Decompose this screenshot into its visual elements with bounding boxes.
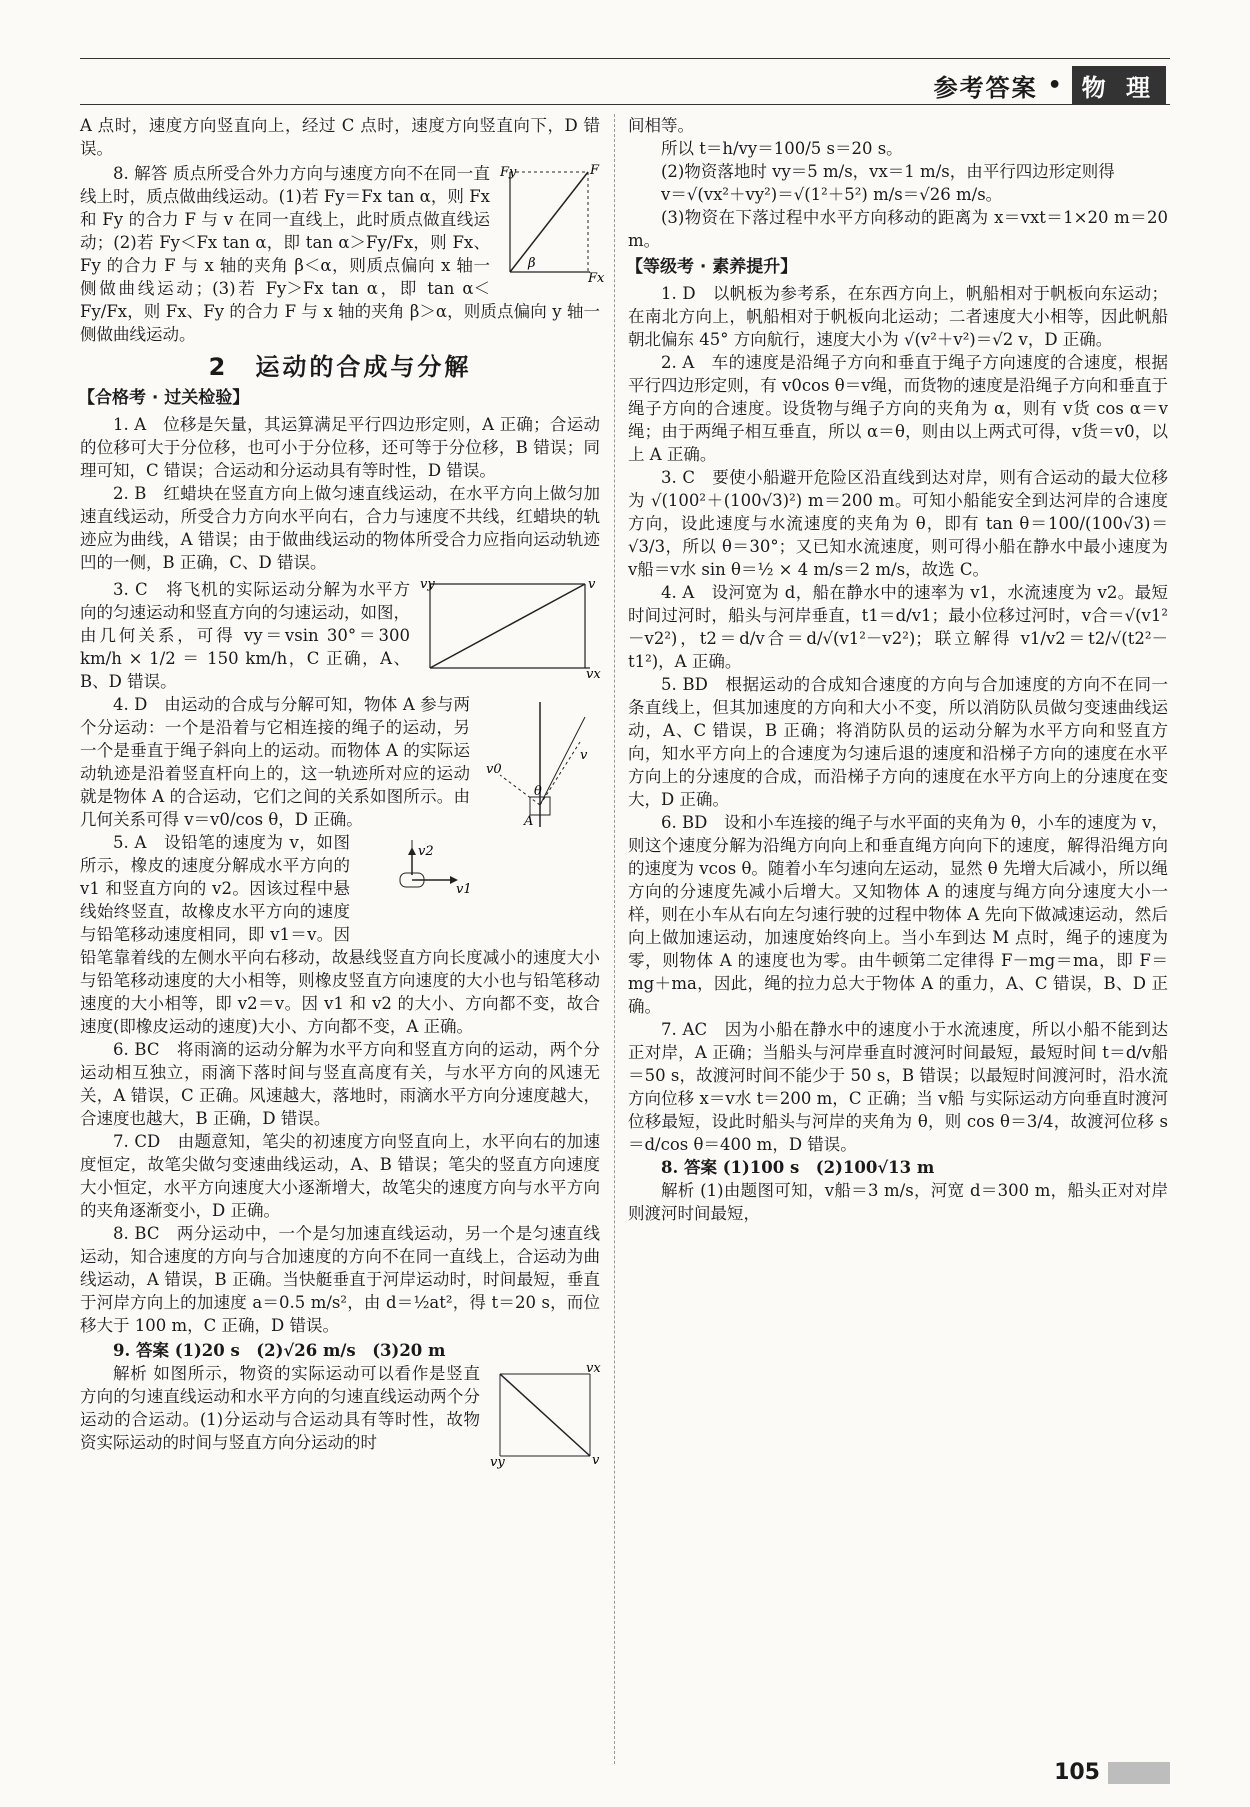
paragraph: v＝√(vx²＋vy²)＝√(1²＋5²) m/s＝√26 m/s。	[661, 185, 1003, 204]
force-decomposition-diagram	[500, 163, 605, 286]
paragraph: 1. A 位移是矢量，其运算满足平行四边形定则，A 正确；合运动的位移可大于分位移，也可小于分位移，还可等于分位移，B 错误；同理可知，C 错误；合运动和分运动具有等时性，D 错误。	[80, 415, 600, 480]
paragraph: (3)物资在下落过程中水平方向移动的距离为 x＝vxt＝1×20 m＝20 m。	[628, 208, 1168, 250]
pencil-eraser-diagram	[360, 835, 470, 935]
svg-text:A: A	[524, 814, 534, 829]
paragraph: 4. A 设河宽为 d，船在静水中的速率为 v1，水流速度为 v2。最短时间过河时，船头与河岸垂直，t1＝d/v1；最小位移过河时，v合＝√(v1²－v2²)，t2＝d/v合＝d/√(v1²－v2²)；联立解得 v1/v2＝t2/√(t2²－t1²)，A 正确。	[628, 583, 1168, 671]
svg-text:F: F	[590, 163, 600, 178]
svg-text:Fy: Fy	[500, 165, 517, 180]
header-title: 参考答案	[933, 74, 1038, 102]
svg-text:v1: v1	[456, 882, 472, 897]
svg-text:v: v	[588, 577, 596, 592]
header-rule-top	[80, 58, 1170, 59]
left-column	[78, 114, 605, 1470]
right-column	[628, 114, 1168, 1225]
svg-text:vx: vx	[586, 667, 601, 682]
svg-text:v0: v0	[486, 762, 502, 777]
header-rule-bottom	[80, 104, 1170, 105]
plane-velocity-diagram	[420, 577, 601, 682]
section-heading: 【等级考 · 素养提升】	[626, 257, 798, 277]
rope-block-diagram	[480, 697, 600, 837]
section-heading: 【合格考 · 过关检验】	[78, 388, 250, 408]
paragraph: 3. C 将飞机的实际运动分解为水平方向的匀速运动和竖直方向的匀速运动，如图，由几何关系，可得 vy＝vsin 30°＝300 km/h × 1/2 ＝ 150 km/h，C 正确，A、B、D 错误。	[80, 580, 410, 691]
page-header	[934, 66, 1166, 105]
paragraph: 4. D 由运动的合成与分解可知，物体 A 参与两个分运动：一个是沿着与它相连接的绳子的运动，另一个是垂直于绳子斜向上的运动。而物体 A 的实际运动轨迹是沿着竖直杆向上的，这一轨迹所对应的运动就是物体 A 的合运动，它们之间的关系如图所示。由几何关系可得 v＝v0/cos θ，D 正确。	[80, 695, 470, 829]
paragraph: 8. 解答 质点所受合外力方向与速度方向不在同一直线上时，质点做曲线运动。(1)若 Fy＝Fx tan α，则 Fx 和 Fy 的合力 F 与 v 在同一直线上，此时质点做直线运动；(2)若 Fy＜Fx tan α，即 tan α＞Fy/Fx，则 Fx、Fy 的合力 F 与 x 轴的夹角 β＜α，则质点偏向 x 轴一侧做曲线运动；(3)若 Fy＞Fx tan α，即 tan α＜Fy/Fx，则 Fx、Fy 的合力 F 与 x 轴的夹角 β＞α，则质点偏向 y 轴一侧做曲线运动。	[80, 164, 600, 344]
answer-line: 8. 答案 (1)100 s (2)100√13 m	[661, 1158, 935, 1177]
paragraph: 7. AC 因为小船在静水中的速度小于水流速度，所以小船不能到达正对岸，A 正确；当船头与河岸垂直时渡河时间最短，最短时间 t＝d/v船＝50 s，故渡河时间不能少于 50 s，B 错误；以最短时间渡河时，沿水流方向位移 x＝v水 t＝200 m，C 正确；当 v船 与实际运动方向垂直时渡河位移最短，设此时船头与河岸的夹角为 θ，则 cos θ＝3/4，故渡河位移 s＝d/cos θ＝400 m，D 错误。	[628, 1020, 1168, 1154]
paragraph: 5. A 设铅笔的速度为 v，如图所示，橡皮的速度分解成水平方向的 v1 和竖直方向的 v2。因该过程中悬线始终竖直，故橡皮水平方向的速度与铅笔移动速度相同，即 v1＝v。因铅笔靠着线的左侧水平向右移动，故悬线竖直方向长度减小的速度大小与铅笔移动速度的大小相等，则橡皮竖直方向速度的大小也与铅笔移动速度的大小相等，即 v2＝v。因 v1 和 v2 的大小、方向都不变，故合速度(即橡皮运动的速度)大小、方向都不变，A 正确。	[80, 833, 600, 1036]
subject-tag: 物 理	[1072, 66, 1166, 105]
paragraph: 1. D 以帆板为参考系，在东西方向上，帆船相对于帆板向东运动；在南北方向上，帆船相对于帆板向北运动；二者速度大小相等，因此帆船朝北偏东 45° 方向航行，速度大小为 √(v²＋v²)＝√2 v，D 正确。	[628, 284, 1168, 349]
answer-line: 9. 答案 (1)20 s (2)√26 m/s (3)20 m	[113, 1341, 446, 1360]
paragraph: 7. CD 由题意知，笔尖的初速度方向竖直向上，水平向右的加速度恒定，故笔尖做匀变速曲线运动，A、B 错误；笔尖的竖直方向速度大小恒定，水平方向速度大小逐渐增大，故笔尖的速度方向与水平方向的夹角逐渐变小，D 正确。	[80, 1132, 600, 1220]
paragraph: 6. BC 将雨滴的运动分解为水平方向和竖直方向的运动，两个分运动相互独立，雨滴下落时间与竖直高度有关，与水平方向的风速无关，A 错误，C 正确。风速越大，落地时，雨滴水平方向分速度越大，合速度也越大，B 正确，D 错误。	[80, 1040, 600, 1128]
svg-text:v: v	[580, 748, 588, 763]
svg-text:vy: vy	[490, 1455, 505, 1470]
svg-text:v2: v2	[418, 844, 434, 859]
paragraph: 2. A 车的速度是沿绳子方向和垂直于绳子方向速度的合速度，根据平行四边形定则，有 v0cos θ＝v绳，而货物的速度是沿绳子方向和垂直于绳子方向的合速度。设货物与绳子方向的夹角为 α，则有 v货 cos α＝v绳；由于两绳子相互垂直，所以 α＝θ，则由以上两式可得，v货＝v0，以上 A 正确。	[628, 353, 1168, 464]
paragraph: 解析 如图所示，物资的实际运动可以看作是竖直方向的匀速直线运动和水平方向的匀速直线运动两个分运动的合运动。(1)分运动与合运动具有等时性，故物资实际运动的时间与竖直方向分运动的时	[80, 1364, 480, 1452]
paragraph: A 点时，速度方向竖直向上，经过 C 点时，速度方向竖直向下，D 错误。	[80, 116, 600, 158]
svg-text:β: β	[528, 256, 536, 271]
paragraph: 解析 (1)由题图可知，v船＝3 m/s，河宽 d＝300 m，船头正对对岸则渡河时间最短，	[628, 1181, 1168, 1223]
paragraph: 间相等。	[628, 116, 694, 135]
paragraph: 所以 t＝h/vy＝100/5 s＝20 s。	[661, 139, 903, 158]
goods-velocity-diagram	[490, 1361, 601, 1470]
paragraph: 3. C 要使小船避开危险区沿直线到达对岸，则有合运动的最大位移为 √(100²＋(100√3)²) m＝200 m。可知小船能安全到达河岸的合速度方向，设此速度与水流速度的夹角为 θ，即有 tan θ＝100/(100√3)＝√3/3，所以 θ＝30°；又已知水流速度，则可得小船在静水中最小速度为 v船＝v水 sin θ＝½ × 4 m/s＝2 m/s，故选 C。	[628, 468, 1168, 579]
chapter-title: 2 运动的合成与分解	[208, 353, 472, 381]
svg-text:vx: vx	[586, 1361, 601, 1376]
paragraph: (2)物资落地时 vy＝5 m/s，vx＝1 m/s，由平行四边形定则得	[661, 162, 1115, 181]
paragraph: 2. B 红蜡块在竖直方向上做匀速直线运动，在水平方向上做匀加速直线运动，所受合力方向水平向右，合力与速度不共线，红蜡块的轨迹应为曲线，A 错误；由于做曲线运动的物体所受合力应指向运动轨迹凹的一侧，B 正确，C、D 错误。	[80, 484, 600, 572]
paragraph: 6. BD 设和小车连接的绳子与水平面的夹角为 θ，小车的速度为 v，则这个速度分解为沿绳方向向上和垂直绳方向向下的速度，解得沿绳方向的速度为 vcos θ。随着小车匀速向左运动，显然 θ 先增大后减小，所以绳方向的分速度先减小后增大。又知物体 A 的速度与绳方向分速度大小一样，则在小车从右向左匀速行驶的过程中物体 A 先向下做减速运动，然后向上做加速运动，加速度始终向上。当小车到达 M 点时，绳子的速度为零，则物体 A 的速度也为零。由牛顿第二定律得 F－mg＝ma，即 F＝mg＋ma，因此，绳的拉力总大于物体 A 的重力，A、C 错误，B、D 正确。	[628, 813, 1168, 1016]
page-number-bar	[1108, 1762, 1170, 1784]
paragraph: 5. BD 根据运动的合成知合速度的方向与合加速度的方向不在同一条直线上，但其加速度的方向和大小不变，所以消防队员做匀变速曲线运动，A、C 错误，B 正确；将消防队员的运动分解为水平方向和竖直方向，知水平方向上的合速度为匀速后退的速度和沿梯子方向的速度在水平方向上的分速度的合成，而沿梯子方向的速度在水平方向上的分速度在变大，D 正确。	[628, 675, 1168, 809]
svg-text:Fx: Fx	[588, 271, 605, 286]
svg-text:θ: θ	[534, 784, 542, 799]
page-number: 105	[1054, 1760, 1100, 1785]
column-separator	[614, 114, 615, 1764]
svg-text:v: v	[592, 1453, 600, 1468]
header-dot: •	[1047, 73, 1062, 98]
svg-text:vy: vy	[420, 577, 435, 592]
paragraph: 8. BC 两分运动中，一个是匀加速直线运动，另一个是匀速直线运动，知合速度的方向与合加速度的方向不在同一直线上，合运动为曲线运动，A 错误，B 正确。当快艇垂直于河岸运动时，时间最短，垂直于河岸方向上的加速度 a＝0.5 m/s²，由 d＝½at²，得 t＝20 s，而位移大于 100 m，C 正确，D 错误。	[80, 1224, 600, 1335]
